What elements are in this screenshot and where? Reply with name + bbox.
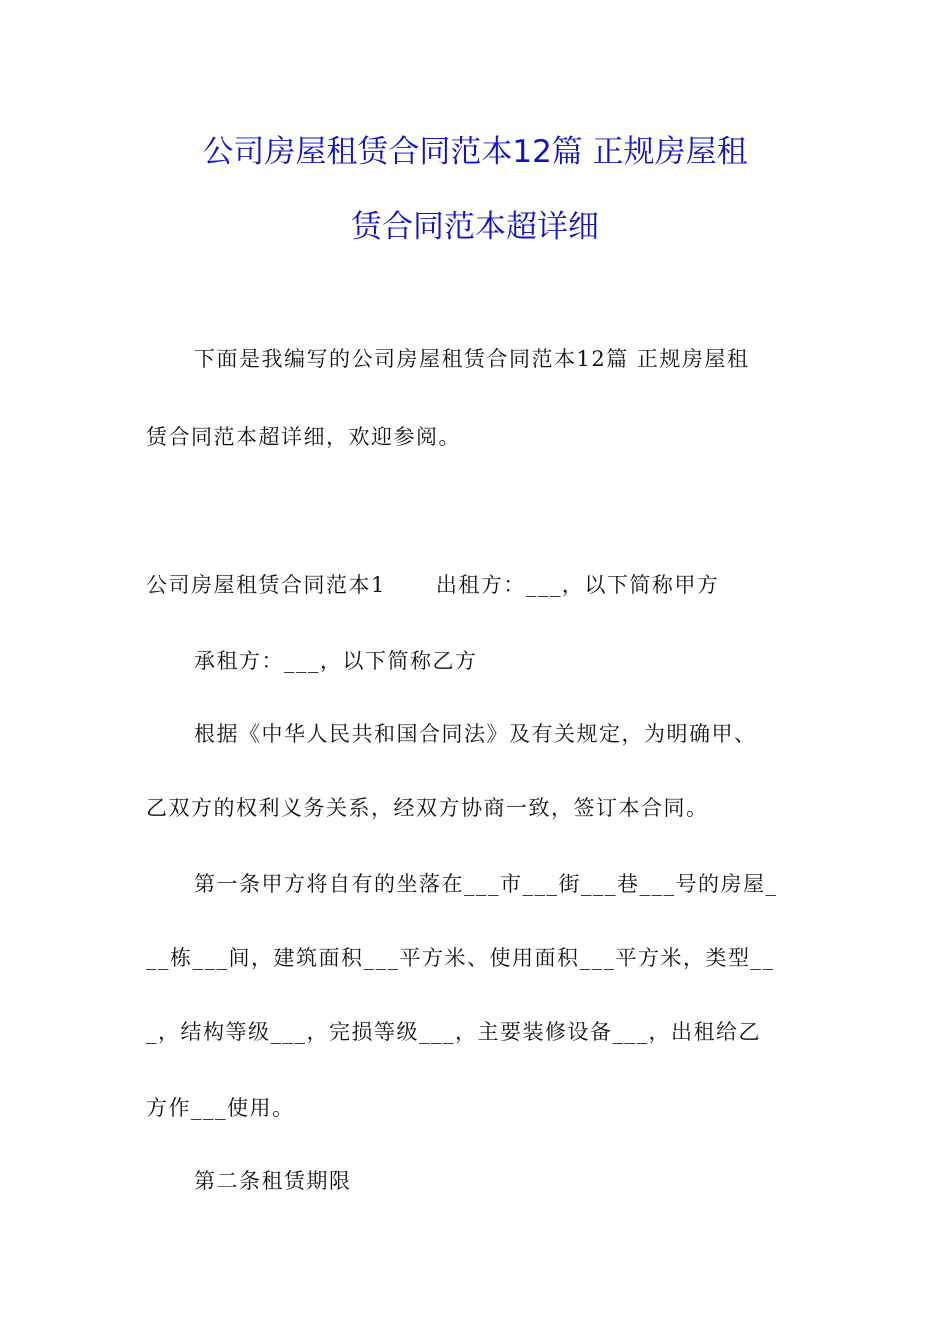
article1-line-3: _，结构等级___，完损等级___，主要装修设备___，出租给乙 [146, 1020, 761, 1044]
section-heading: 公司房屋租赁合同范本1 [146, 573, 386, 597]
article1-line-2: __栋___间，建筑面积___平方米、使用面积___平方米，类型__ [146, 946, 775, 970]
document-title-line-2: 赁合同范本超详细 [351, 209, 599, 245]
basis-line-1: 根据《中华人民共和国合同法》及有关规定，为明确甲、 [194, 722, 757, 746]
article2-heading: 第二条租赁期限 [194, 1169, 352, 1193]
lessee-line: 承租方：___，以下简称乙方 [194, 649, 478, 673]
intro-line-1: 下面是我编写的公司房屋租赁合同范本12篇 正规房屋租 [194, 347, 750, 371]
document-title-line-1: 公司房屋租赁合同范本12篇 正规房屋租 [202, 134, 748, 170]
lessor-line: 出租方：___，以下简称甲方 [435, 573, 720, 597]
basis-line-2: 乙双方的权利义务关系，经双方协商一致，签订本合同。 [146, 796, 709, 820]
intro-line-2: 赁合同范本超详细，欢迎参阅。 [146, 425, 461, 449]
section-heading-row [146, 570, 826, 600]
article1-line-1: 第一条甲方将自有的坐落在___市___街___巷___号的房屋_ [194, 872, 778, 896]
article1-line-4: 方作___使用。 [146, 1096, 295, 1120]
